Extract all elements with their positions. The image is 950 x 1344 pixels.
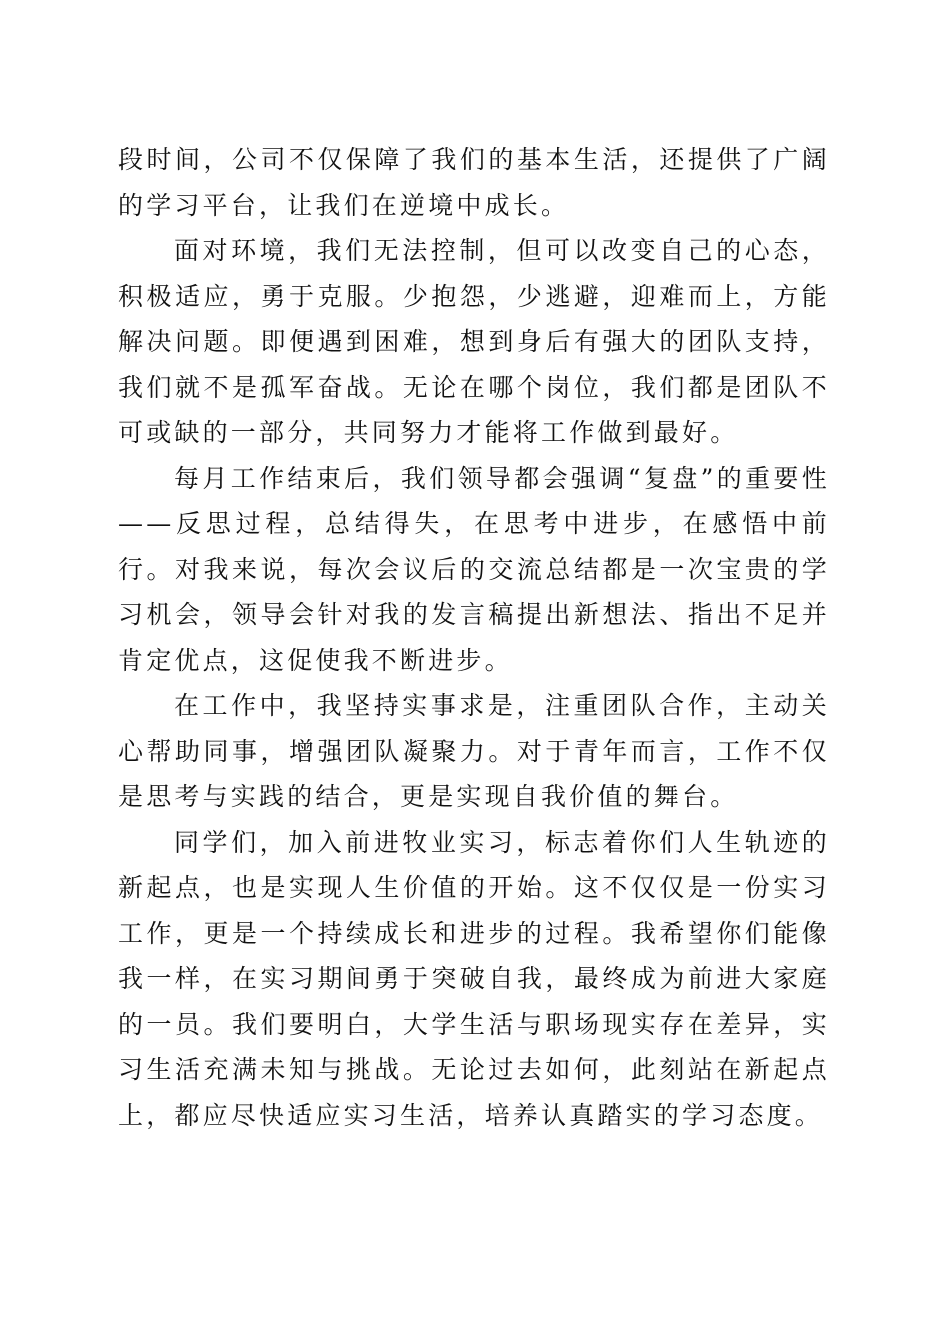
paragraph: 同学们，加入前进牧业实习，标志着你们人生轨迹的新起点，也是实现人生价值的开始。这不仅仅是一份实习工作，更是一个持续成长和进步的过程。我希望你们能像我一样，在实习期间勇于突破自我，最终成为前进大家庭的一员。我们要明白，大学生活与职场现实存在差异，实习生活充满未知与挑战。无论过去如何，此刻站在新起点上，都应尽快适应实习生活，培养认真踏实的学习态度。 (118, 827, 830, 1130)
paragraph: 每月工作结束后，我们领导都会强调“复盘”的重要性——反思过程，总结得失，在思考中进步，在感悟中前行。对我来说，每次会议后的交流总结都是一次宝贵的学习机会，领导会针对我的发言稿提出新想法、指出不足并肯定优点，这促使我不断进步。 (118, 463, 830, 675)
paragraph: 面对环境，我们无法控制，但可以改变自己的心态，积极适应，勇于克服。少抱怨，少逃避，迎难而上，方能解决问题。即便遇到困难，想到身后有强大的团队支持，我们就不是孤军奋战。无论在哪个岗位，我们都是团队不可或缺的一部分，共同努力才能将工作做到最好。 (118, 236, 830, 447)
paragraph-continuation: 段时间，公司不仅保障了我们的基本生活，还提供了广阔的学习平台，让我们在逆境中成长。 (118, 145, 830, 220)
body-text (118, 137, 830, 1138)
paragraph: 在工作中，我坚持实事求是，注重团队合作，主动关心帮助同事，增强团队凝聚力。对于青年而言，工作不仅是思考与实践的结合，更是实现自我价值的舞台。 (118, 691, 830, 811)
